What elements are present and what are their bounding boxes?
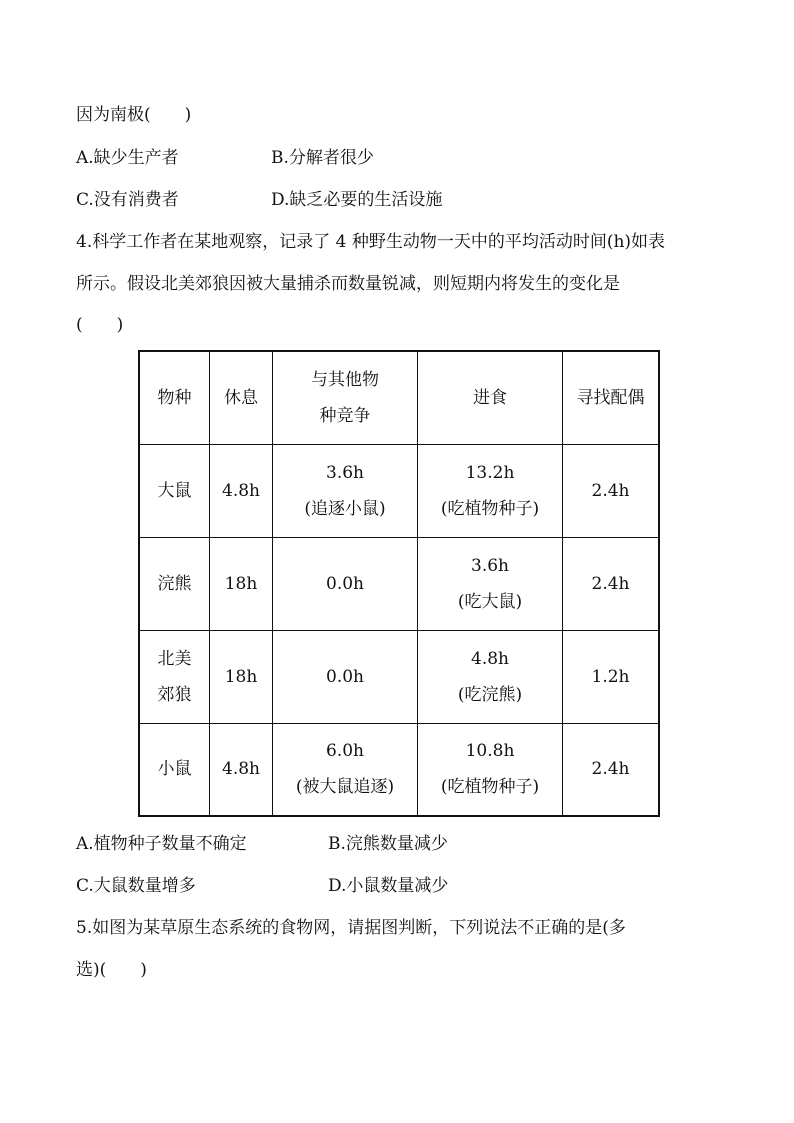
q3-option-b: B.分解者很少: [271, 148, 374, 168]
header-rest: 休息: [210, 351, 273, 444]
header-competition-l1: 与其他物: [311, 369, 379, 390]
eating-cell: [418, 630, 563, 723]
eating-note: (吃大鼠): [457, 591, 523, 612]
table-row: [139, 630, 659, 723]
rest-cell: 18h: [210, 537, 273, 630]
header-species: 物种: [139, 351, 210, 444]
activity-table: [138, 350, 660, 817]
header-competition-l2: 种竞争: [319, 405, 371, 426]
rest-cell: 18h: [210, 630, 273, 723]
competition-cell: [273, 723, 418, 816]
header-competition: [273, 351, 418, 444]
q4-option-a: A.植物种子数量不确定: [76, 834, 247, 854]
rest-cell: 4.8h: [210, 723, 273, 816]
competition-cell: [273, 444, 418, 537]
eating-cell: [418, 537, 563, 630]
eating-note: (吃植物种子): [440, 498, 540, 519]
question-4-line-1: 4.科学工作者在某地观察，记录了 4 种野生动物一天中的平均活动时间(h)如表: [76, 232, 666, 252]
q3-option-d: D.缺乏必要的生活设施: [271, 190, 443, 210]
table-row: [139, 723, 659, 816]
eating-cell: [418, 723, 563, 816]
table-row: [139, 537, 659, 630]
question-5-line-2: 选)( ): [76, 960, 147, 980]
q3-option-c: C.没有消费者: [76, 190, 179, 210]
species-line-1: 北美: [157, 648, 192, 669]
header-mating: 寻找配偶: [563, 351, 660, 444]
eating-note: (吃浣熊): [457, 684, 523, 705]
competition-note: (追逐小鼠): [304, 498, 386, 519]
species-cell: 大鼠: [139, 444, 210, 537]
eating-value: 4.8h: [471, 648, 509, 669]
species-cell: 浣熊: [139, 537, 210, 630]
competition-value: 3.6h: [326, 462, 364, 483]
eating-note: (吃植物种子): [440, 777, 540, 798]
competition-cell: 0.0h: [273, 537, 418, 630]
header-eating: 进食: [418, 351, 563, 444]
eating-value: 13.2h: [465, 462, 515, 483]
mating-cell: 2.4h: [563, 537, 660, 630]
table-header-row: [139, 351, 659, 444]
mating-cell: 1.2h: [563, 630, 660, 723]
table-row: [139, 444, 659, 537]
q4-option-b: B.浣熊数量减少: [328, 834, 448, 854]
eating-value: 10.8h: [465, 741, 515, 762]
question-4-line-2: 所示。假设北美郊狼因被大量捕杀而数量锐减，则短期内将发生的变化是: [76, 274, 620, 294]
mating-cell: 2.4h: [563, 723, 660, 816]
q4-option-d: D.小鼠数量减少: [328, 876, 449, 896]
competition-note: (被大鼠追逐): [295, 777, 395, 798]
species-cell: 小鼠: [139, 723, 210, 816]
q4-option-c: C.大鼠数量增多: [76, 876, 196, 896]
species-line-2: 郊狼: [157, 684, 192, 705]
question-3-stem: 因为南极( ): [76, 105, 192, 125]
species-cell: [139, 630, 210, 723]
q3-option-a: A.缺少生产者: [76, 148, 179, 168]
question-5-line-1: 5.如图为某草原生态系统的食物网，请据图判断，下列说法不正确的是(多: [76, 918, 626, 938]
mating-cell: 2.4h: [563, 444, 660, 537]
question-4-answer-blank: ( ): [76, 315, 124, 335]
competition-value: 6.0h: [326, 741, 364, 762]
rest-cell: 4.8h: [210, 444, 273, 537]
eating-value: 3.6h: [471, 555, 509, 576]
eating-cell: [418, 444, 563, 537]
competition-cell: 0.0h: [273, 630, 418, 723]
